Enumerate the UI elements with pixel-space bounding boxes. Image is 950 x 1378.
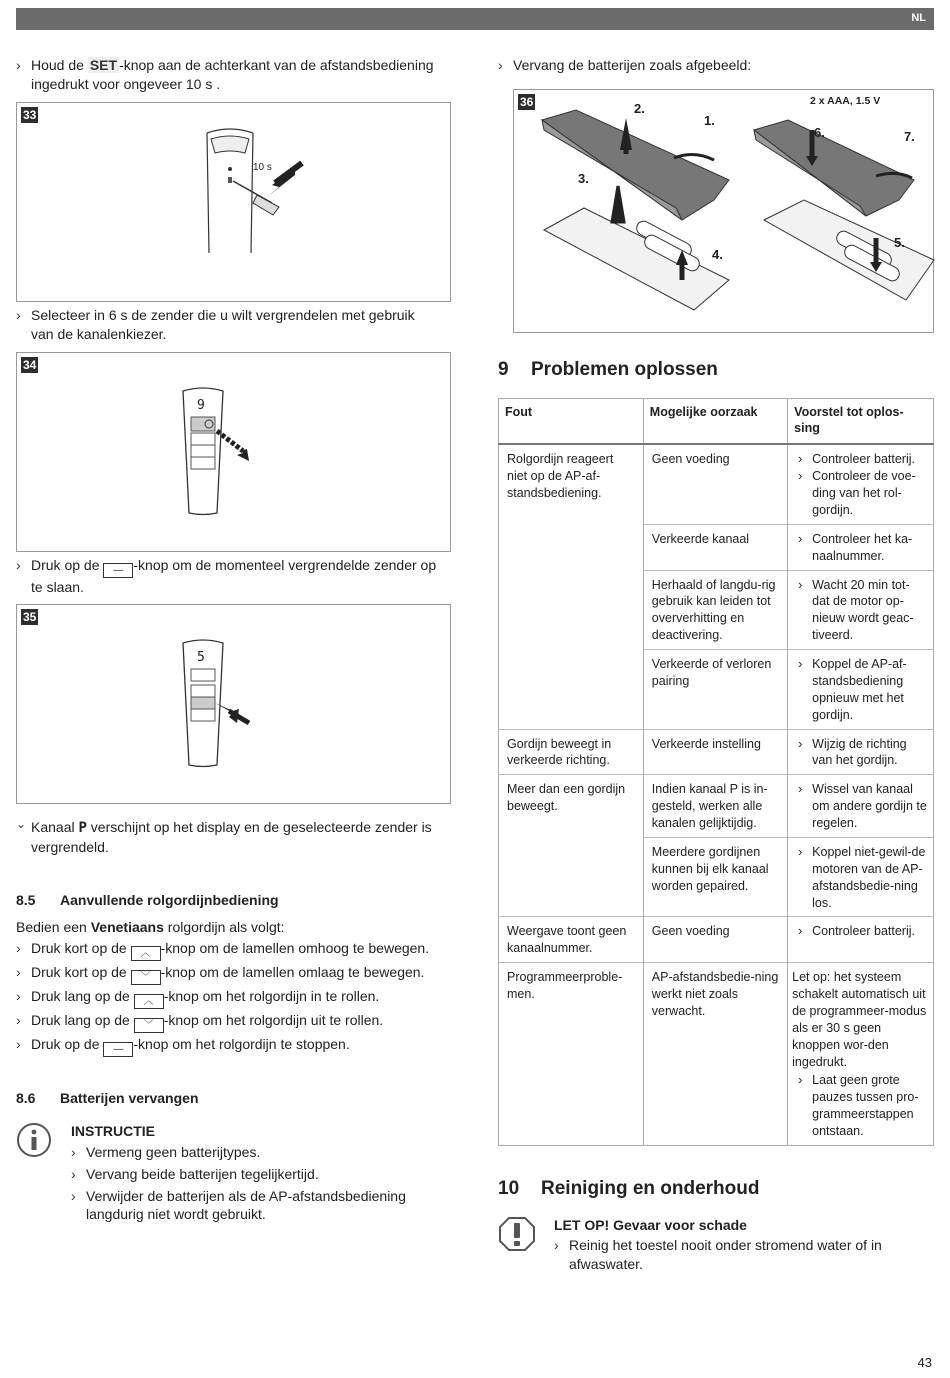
table-row	[499, 729, 934, 775]
blind-operation-list	[16, 939, 452, 1057]
cause-cell: Verkeerde of verloren pairing	[643, 650, 787, 730]
item-text: Druk kort op de	[31, 964, 131, 981]
figure-number: 33	[23, 107, 37, 122]
item-text: -knop om het rolgordijn te stoppen.	[133, 1036, 350, 1053]
table-row	[499, 775, 934, 838]
step-replace-batteries: › Vervang de batterijen zoals afgebeeld:	[498, 56, 934, 75]
figure-number: 34	[23, 357, 37, 372]
fix-cell	[788, 837, 934, 917]
fix-cell	[788, 524, 934, 570]
language-label: NL	[911, 12, 926, 24]
remote-back-illustration	[17, 103, 452, 303]
notice-item: › Vervang beide batterijen tegelijkertijd.	[71, 1165, 452, 1184]
fault-cell: Weergave toont geen kanaalnummer.	[499, 917, 644, 963]
fix-item: › Laat geen grote pauzes tussen pro-grammeerstappen ontstaan.	[796, 1072, 927, 1140]
header-cell: Fout	[499, 398, 644, 444]
info-icon	[16, 1122, 52, 1158]
fix-item: › Koppel de AP-af-standsbediening opnieuw met het gordijn.	[796, 656, 927, 724]
step-press-stop	[16, 556, 450, 597]
remote-front-illustration	[17, 605, 452, 805]
battery-label: 2 x AAA, 1.5 V	[810, 94, 881, 107]
section-number: 9	[498, 358, 509, 380]
section-8-5-intro	[16, 918, 452, 937]
list-item	[16, 1011, 452, 1033]
fix-item: › Controleer het ka-naalnummer.	[796, 531, 927, 565]
header-cell: Voorstel tot oplos-sing	[788, 398, 934, 444]
fix-cell	[788, 570, 934, 650]
channel-p-label: P	[78, 820, 87, 837]
cause-cell: Geen voeding	[643, 917, 787, 963]
step-hold-set	[16, 56, 446, 94]
section-8-5-heading	[16, 891, 452, 910]
result-text: Kanaal	[31, 819, 79, 836]
section-title: Aanvullende rolgordijnbediening	[60, 892, 279, 909]
item-text: Druk op de	[31, 1036, 104, 1053]
step-label: 4.	[712, 246, 723, 262]
fix-note: Let op: het systeem schakelt automatisch uit de programmeer-modus als er 30 s geen knoppen wor-den ingedrukt.	[792, 970, 927, 1069]
step-label: 1.	[704, 112, 715, 128]
intro-text: Bedien een	[16, 919, 91, 936]
fault-cell: Rolgordijn reageert niet op de AP-af-standsbediening.	[499, 444, 644, 729]
notice-title: LET OP! Gevaar voor schade	[554, 1216, 747, 1233]
figure-36	[513, 89, 934, 333]
intro-text: rolgordijn als volgt:	[163, 919, 285, 936]
notice-item: › Vermeng geen batterijtypes.	[71, 1143, 452, 1162]
step-label: 6.	[814, 124, 825, 140]
right-column	[498, 56, 934, 1274]
cause-cell: Meerdere gordijnen kunnen bij elk kanaal worden gepaired.	[643, 837, 787, 917]
time-label: 10 s	[253, 161, 272, 173]
header-bar	[16, 8, 934, 30]
section-10-heading	[498, 1176, 934, 1202]
figure-number: 36	[520, 94, 534, 109]
step-text: Houd de	[31, 57, 88, 73]
item-text: -knop om de lamellen omlaag te bewegen.	[160, 964, 425, 981]
section-number: 8.5	[16, 892, 36, 909]
up-key-icon: ︿	[134, 994, 164, 1009]
step-label: 7.	[904, 128, 915, 144]
fix-cell	[788, 963, 934, 1146]
result-channel-p	[16, 818, 446, 857]
fix-item: › Controleer de voe-ding van het rol-gordijn.	[796, 468, 927, 519]
page-number: 43	[917, 1355, 932, 1371]
fix-cell	[788, 650, 934, 730]
item-text: Druk lang op de	[31, 988, 134, 1005]
figure-34	[16, 352, 451, 552]
section-title: Batterijen vervangen	[60, 1090, 199, 1107]
remote-display: 5	[197, 650, 205, 666]
section-number: 8.6	[16, 1090, 36, 1107]
cause-cell: Indien kanaal P is in-gesteld, werken alle kanalen gelijktijdig.	[643, 775, 787, 838]
fix-cell	[788, 917, 934, 963]
fault-cell: Programmeerproble-men.	[499, 963, 644, 1146]
warning-icon	[498, 1216, 536, 1252]
section-number: 10	[498, 1177, 520, 1199]
list-item	[16, 939, 452, 961]
fault-cell: Meer dan een gordijn beweegt.	[499, 775, 644, 917]
step-select: › Selecteer in 6 s de zender die u wilt vergrendelen met gebruik van de kanalenkiezer.	[16, 306, 436, 344]
section-9-heading	[498, 357, 934, 383]
figure-35	[16, 604, 451, 804]
down-key-icon: ﹀	[131, 970, 161, 985]
notice-title: INSTRUCTIE	[71, 1122, 155, 1139]
instruction-notice	[16, 1122, 452, 1224]
section-title: Reiniging en onderhoud	[541, 1177, 760, 1199]
fix-item: › Wacht 20 min tot-dat de motor op-nieuw wordt geac-tiveerd.	[796, 577, 927, 645]
fault-cell: Gordijn beweegt in verkeerde richting.	[499, 729, 644, 775]
intro-bold: Venetiaans	[90, 919, 164, 936]
item-text: -knop om het rolgordijn uit te rollen.	[163, 1012, 384, 1029]
result-text: verschijnt op het display en de geselecteerde zender is vergrendeld.	[31, 819, 432, 856]
notice-item: › Verwijder de batterijen als de AP-afstandsbediening langdurig niet wordt gebruikt.	[71, 1187, 411, 1225]
table-row	[499, 917, 934, 963]
fix-cell	[788, 444, 934, 524]
header-cell: Mogelijke oorzaak	[643, 398, 787, 444]
step-text: Druk op de	[31, 556, 104, 573]
step-label: 2.	[634, 100, 645, 116]
table-row	[499, 963, 934, 1146]
fix-item: › Controleer batterij.	[796, 451, 927, 468]
battery-replacement-illustration	[514, 90, 935, 334]
fix-cell	[788, 775, 934, 838]
list-item	[16, 987, 452, 1009]
remote-front-illustration	[17, 353, 452, 553]
section-8-6-heading	[16, 1089, 452, 1108]
step-label: 3.	[578, 170, 589, 186]
section-title: Problemen oplossen	[531, 358, 718, 380]
figure-33	[16, 102, 451, 302]
notice-item: › Reinig het toestel nooit onder stromend water of in afwaswater.	[554, 1236, 894, 1274]
fix-item: › Controleer batterij.	[796, 923, 927, 940]
stop-key-icon: —	[103, 1042, 133, 1057]
table-row	[499, 444, 934, 524]
caution-notice	[498, 1216, 934, 1275]
item-text: -knop om de lamellen omhoog te bewegen.	[160, 940, 430, 957]
cause-cell: Herhaald of langdu-rig gebruik kan leiden tot oververhitting en deactivering.	[643, 570, 787, 650]
step-label: 5.	[894, 234, 905, 250]
list-item	[16, 963, 452, 985]
fix-item: › Wijzig de richting van het gordijn.	[796, 736, 927, 770]
item-text: Druk lang op de	[31, 1012, 134, 1029]
cause-cell: Verkeerde instelling	[643, 729, 787, 775]
cause-cell: Geen voeding	[643, 444, 787, 524]
item-text: -knop om het rolgordijn in te rollen.	[163, 988, 380, 1005]
figure-number: 35	[23, 610, 37, 625]
step-text: -knop aan de achterkant van de afstandsbediening ingedrukt voor ongeveer 10 s .	[31, 57, 434, 92]
cause-cell: Verkeerde kanaal	[643, 524, 787, 570]
fix-cell	[788, 729, 934, 775]
down-key-icon: ﹀	[134, 1018, 164, 1033]
up-key-icon: ︿	[131, 946, 161, 961]
table-header-row	[499, 398, 934, 444]
set-key-label: SET	[89, 57, 118, 73]
stop-key-icon: —	[103, 563, 133, 578]
list-item	[16, 1035, 452, 1057]
left-column	[16, 56, 452, 1224]
step-text: -knop om de momenteel vergrendelde zender op te slaan.	[31, 556, 437, 595]
fix-item: › Wissel van kanaal om andere gordijn te regelen.	[796, 781, 927, 832]
troubleshooting-table	[498, 398, 934, 1146]
fix-item: › Koppel niet-gewil-de motoren van de AP-afstandsbedie-ning los.	[796, 844, 927, 912]
cause-cell: AP-afstandsbedie-ning werkt niet zoals verwacht.	[643, 963, 787, 1146]
item-text: Druk kort op de	[31, 940, 131, 957]
remote-display: 9	[197, 397, 205, 413]
